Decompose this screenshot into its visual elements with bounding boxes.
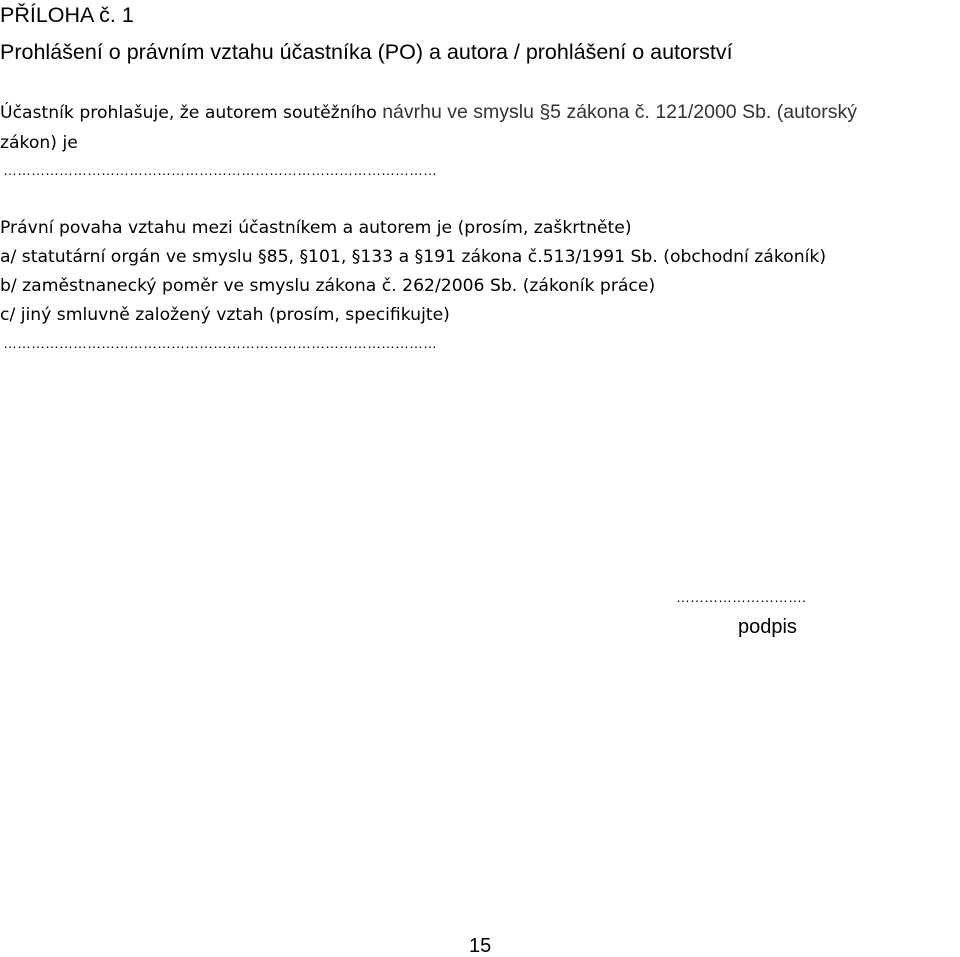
specify-fill-line: ………………………………………………………………………………… bbox=[3, 335, 437, 351]
relationship-option-c: c/ jiný smluvně založený vztah (prosím, specifikujte) bbox=[0, 305, 450, 325]
relationship-option-b: b/ zaměstnanecký poměr ve smyslu zákona č. 262/2006 Sb. (zákoník práce) bbox=[0, 276, 656, 296]
author-fill-line: ………………………………………………………………………………… bbox=[3, 162, 437, 178]
declaration-line-1 bbox=[0, 103, 857, 123]
declaration-line-1-end bbox=[377, 101, 857, 123]
signature-fill-line: ………………………. bbox=[676, 589, 806, 605]
page-number: 15 bbox=[469, 935, 492, 957]
declaration-line-1-start: Účastník prohlašuje, že autorem soutěžního bbox=[0, 103, 377, 123]
document-title: Prohlášení o právním vztahu účastníka (PO) a autora / prohlášení o autorství bbox=[0, 40, 733, 64]
signature-label: podpis bbox=[738, 616, 797, 638]
declaration-line-1-end-text: návrhu ve smyslu §5 zákona č. 121/2000 Sb. (autorský bbox=[382, 101, 857, 123]
relationship-option-a: a/ statutární orgán ve smyslu §85, §101, §133 a §191 zákona č.513/1991 Sb. (obchodní zákoník) bbox=[0, 247, 827, 267]
annex-title: PŘÍLOHA č. 1 bbox=[0, 3, 134, 27]
declaration-line-2: zákon) je bbox=[0, 133, 78, 153]
relationship-question: Právní povaha vztahu mezi účastníkem a autorem je (prosím, zaškrtněte) bbox=[0, 218, 632, 238]
